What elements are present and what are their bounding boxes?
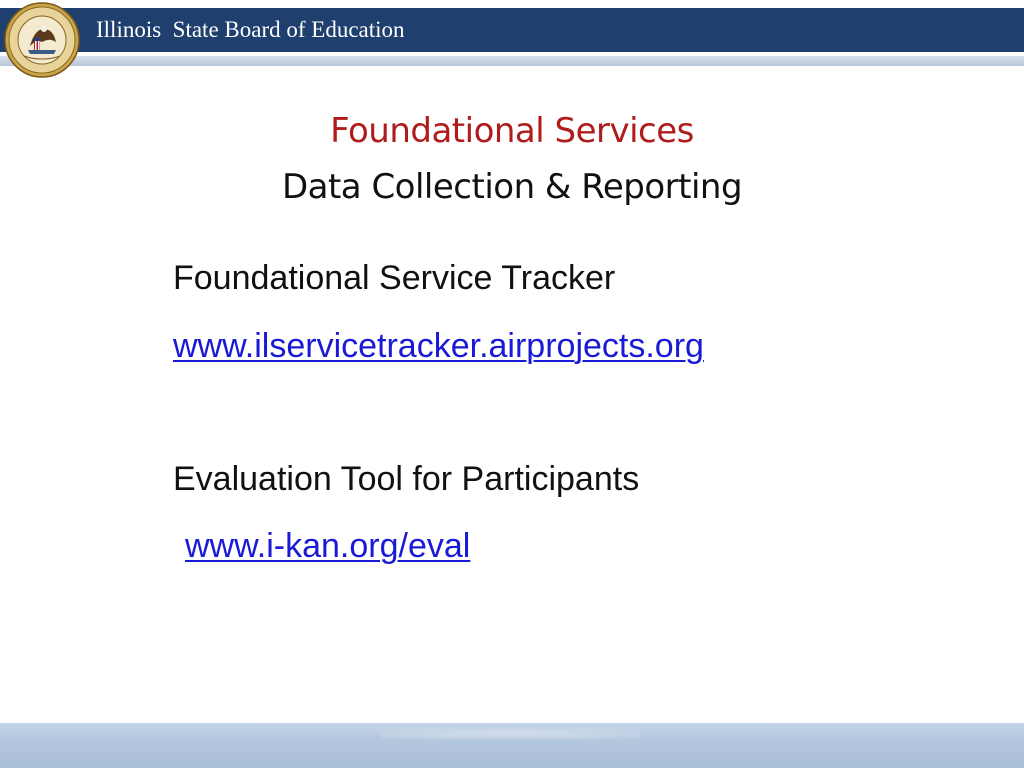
slide-title: Foundational Services bbox=[330, 111, 694, 151]
title-block bbox=[0, 104, 1024, 216]
header-stripe bbox=[0, 56, 1024, 66]
slide-subtitle: Data Collection & Reporting bbox=[281, 167, 743, 207]
footer-highlight bbox=[380, 728, 640, 740]
evaluation-link[interactable]: www.i-kan.org/eval bbox=[185, 527, 471, 565]
tracker-link[interactable]: www.ilservicetracker.airprojects.org bbox=[173, 327, 704, 365]
tracker-label: Foundational Service Tracker bbox=[173, 259, 616, 297]
header-title: Illinois State Board of Education bbox=[96, 17, 405, 42]
evaluation-label: Evaluation Tool for Participants bbox=[173, 460, 640, 498]
illinois-state-seal-icon bbox=[4, 2, 80, 78]
